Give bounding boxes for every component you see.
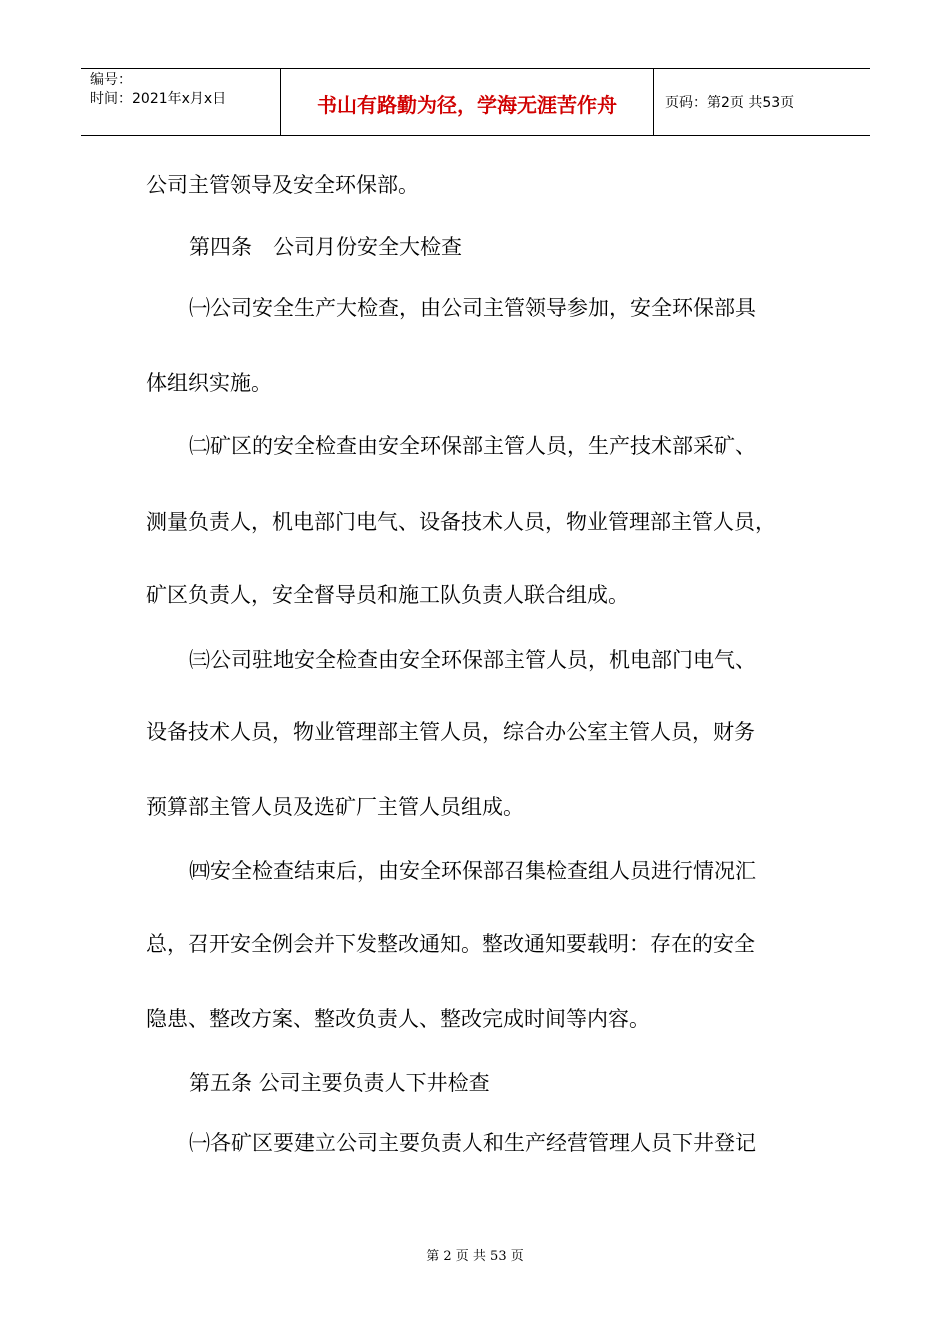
body-line: 测量负责人，机电部门电气、设备技术人员，物业管理部主管人员，: [146, 510, 776, 534]
body-line: ㈠各矿区要建立公司主要负责人和生产经营管理人员下井登记: [189, 1131, 756, 1155]
page-footer: 第 2 页 共 53 页: [426, 1249, 524, 1264]
body-line: ㈡矿区的安全检查由安全环保部主管人员，生产技术部采矿、: [189, 434, 756, 458]
body-line: 预算部主管人员及选矿厂主管人员组成。: [146, 795, 524, 819]
article-heading: 第四条 公司月份安全大检查: [189, 235, 462, 259]
body-line: ㈠公司安全生产大检查，由公司主管领导参加，安全环保部具: [189, 296, 756, 320]
header-meta-cell: [81, 69, 281, 135]
body-line: 公司主管领导及安全环保部。: [146, 173, 419, 197]
body-line: 设备技术人员，物业管理部主管人员，综合办公室主管人员，财务: [146, 720, 755, 744]
header-page-info: 页码：第2页 共53页: [665, 95, 795, 111]
body-line: ㈣安全检查结束后，由安全环保部召集检查组人员进行情况汇: [189, 859, 756, 883]
article-heading: 第五条 公司主要负责人下井检查: [189, 1071, 490, 1095]
document-number-label: 编号：: [90, 72, 132, 88]
body-line: 隐患、整改方案、整改负责人、整改完成时间等内容。: [146, 1007, 650, 1031]
header-page-cell: [654, 69, 870, 135]
header-motto: 书山有路勤为径，学海无涯苦作舟: [317, 92, 617, 117]
header-motto-cell: [281, 69, 654, 135]
body-line: ㈢公司驻地安全检查由安全环保部主管人员，机电部门电气、: [189, 648, 756, 672]
body-line: 矿区负责人，安全督导员和施工队负责人联合组成。: [146, 583, 629, 607]
body-line: 体组织实施。: [146, 371, 272, 395]
body-line: 总，召开安全例会并下发整改通知。整改通知要载明：存在的安全: [146, 932, 755, 956]
document-header: [81, 68, 870, 136]
document-date-label: 时间：2021年x月x日: [90, 91, 227, 107]
